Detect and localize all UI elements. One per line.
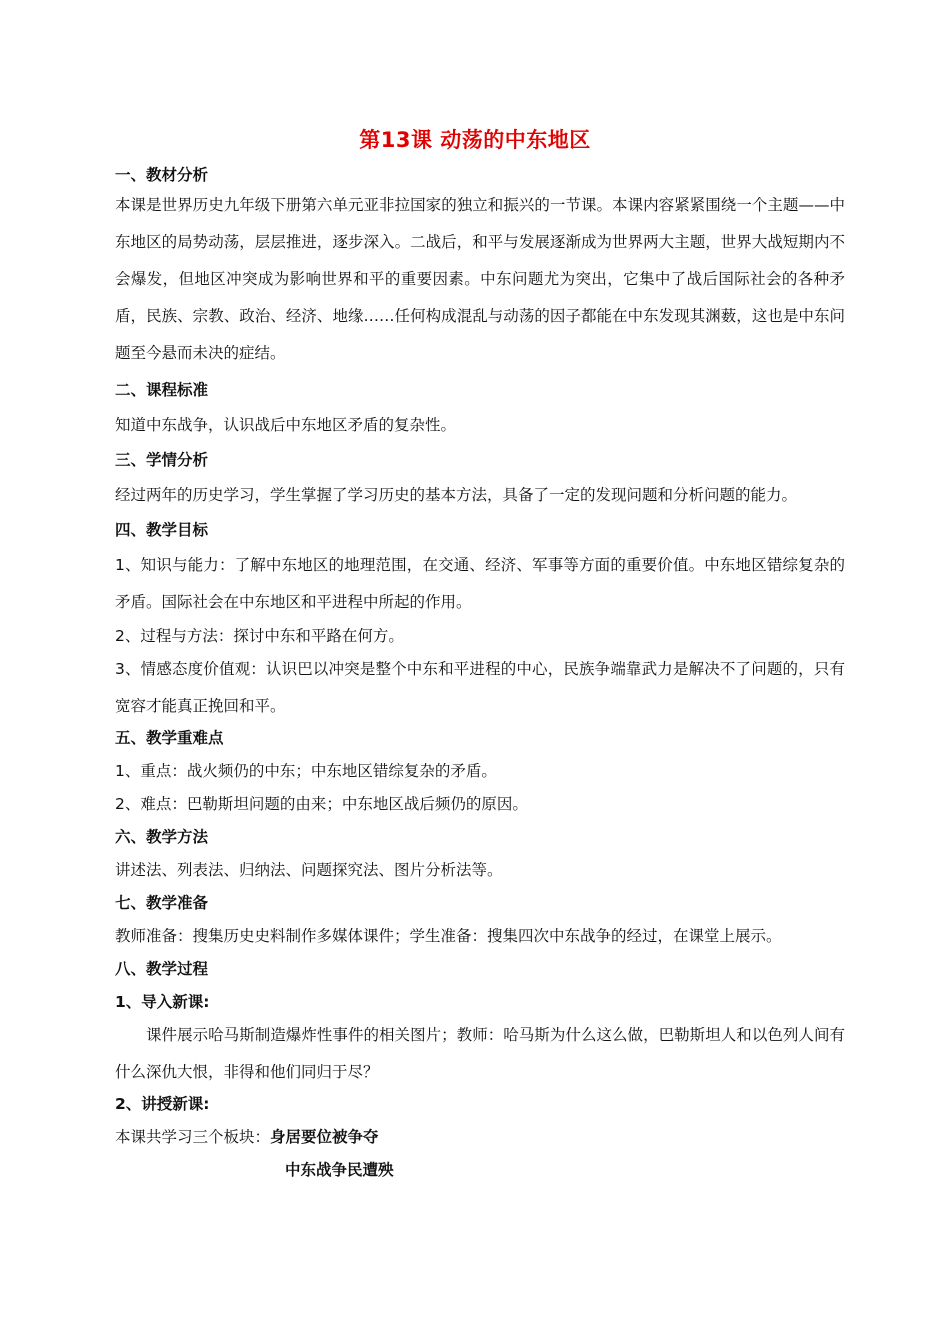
section-heading-analysis: 一、教材分析 (115, 166, 209, 184)
section-heading-objectives: 四、教学目标 (115, 521, 209, 539)
keypoint-item-1: 1、重点：战火频仍的中东；中东地区错综复杂的矛盾。 (115, 762, 497, 780)
section-heading-standard: 二、课程标准 (115, 381, 209, 399)
section-body-methods: 讲述法、列表法、归纳法、问题探究法、图片分析法等。 (115, 861, 503, 879)
process-intro-body: 课件展示哈马斯制造爆炸性事件的相关图片；教师：哈马斯为什么这么做，巴勒斯坦人和以色列人间有什么深仇大恨，非得和他们同归于尽？ (115, 1026, 845, 1081)
page-title: 第13课 动荡的中东地区 (359, 128, 591, 152)
process-subheading-teaching: 2、讲授新课: (115, 1095, 210, 1113)
section-body-analysis: 本课是世界历史九年级下册第六单元亚非拉国家的独立和振兴的一节课。本课内容紧紧围绕一个主题——中东地区的局势动荡，层层推进，逐步深入。二战后，和平与发展逐渐成为世界两大主题，世界大战短期内不会爆发，但地区冲突成为影响世界和平的重要因素。中东问题尤为突出，它集中了战后国际社会的各种矛盾，民族、宗教、政治、经济、地缘……任何构成混乱与动荡的因子都能在中东发现其渊薮，这也是中东问题至今悬而未决的症结。 (115, 196, 845, 362)
section-body-preparation: 教师准备：搜集历史史料制作多媒体课件；学生准备：搜集四次中东战争的经过，在课堂上展示。 (115, 927, 782, 945)
section-heading-preparation: 七、教学准备 (115, 894, 209, 912)
document-body (115, 160, 845, 1189)
section-heading-process: 八、教学过程 (115, 960, 209, 978)
teaching-block-row-2 (115, 1159, 845, 1189)
process-subheading-intro: 1、导入新课: (115, 993, 210, 1011)
objective-item-2: 2、过程与方法：探讨中东和平路在何方。 (115, 627, 404, 645)
teaching-blocks-intro: 本课共学习三个板块： (115, 1128, 271, 1146)
objective-item-1: 1、知识与能力：了解中东地区的地理范围，在交通、经济、军事等方面的重要价值。中东地区错综复杂的矛盾。国际社会在中东地区和平进程中所起的作用。 (115, 556, 845, 611)
section-heading-learner: 三、学情分析 (115, 451, 209, 469)
section-heading-keypoints: 五、教学重难点 (115, 729, 224, 747)
keypoint-item-2: 2、难点：巴勒斯坦问题的由来；中东地区战后频仍的原因。 (115, 795, 528, 813)
section-body-learner: 经过两年的历史学习，学生掌握了学习历史的基本方法，具备了一定的发现问题和分析问题的能力。 (115, 486, 798, 504)
teaching-block-2: 中东战争民遭殃 (285, 1161, 394, 1179)
section-heading-methods: 六、教学方法 (115, 828, 209, 846)
teaching-block-1: 身居要位被争夺 (270, 1128, 379, 1146)
objective-item-3: 3、情感态度价值观：认识巴以冲突是整个中东和平进程的中心，民族争端靠武力是解决不了问题的，只有宽容才能真正挽回和平。 (115, 660, 845, 715)
section-body-standard: 知道中东战争，认识战后中东地区矛盾的复杂性。 (115, 416, 457, 434)
teaching-blocks-intro-row (115, 1126, 845, 1156)
